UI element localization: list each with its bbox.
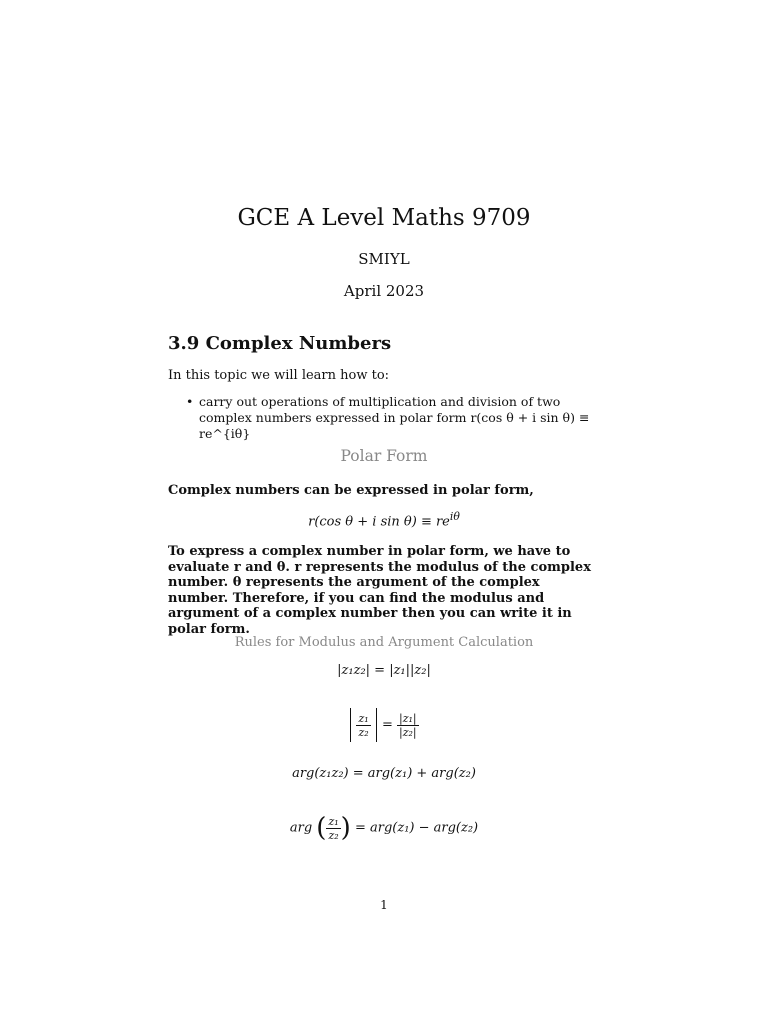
argument-product-rule: arg(z₁z₂) = arg(z₁) + arg(z₂) [292, 766, 476, 781]
fraction-numerator: z₁ [358, 711, 369, 725]
fraction-denominator: |z₂| [399, 725, 417, 739]
polar-equation-exponent: iθ [449, 510, 460, 523]
polar-form-paragraph: To express a complex number in polar form, we have to evaluate r and θ. r represents the modulus of the complex number. θ represents the argument of the complex number. Therefore, if you can find the modulus and argument of a complex number then you can write it in polar form. [168, 544, 591, 637]
rules-heading: Rules for Modulus and Argument Calculation [234, 635, 534, 650]
fraction-numerator: |z₁| [399, 711, 417, 725]
arg-prefix: arg [289, 820, 313, 836]
arg-rhs: = arg(z₁) − arg(z₂) [354, 820, 479, 836]
quotient-fraction-right [397, 712, 419, 739]
quotient-fraction-left [356, 712, 370, 739]
abs-bar-left [350, 708, 351, 742]
page-number: 1 [380, 898, 388, 912]
modulus-product-rule: |z₁z₂| = |z₁||z₂| [337, 663, 431, 678]
abs-bar-right [376, 708, 377, 742]
section-heading: 3.9 Complex Numbers [168, 333, 392, 354]
polar-form-heading: Polar Form [340, 447, 428, 465]
objective-text: carry out operations of multiplication and division of two complex numbers expressed in polar form r(cos θ + i sin θ) ≡ re^{iθ} [199, 394, 590, 441]
polar-equation-body: r(cos θ + i sin θ) ≡ re [308, 514, 450, 530]
polar-form-lead: Complex numbers can be expressed in polar form, [168, 483, 534, 498]
fraction-numerator: z₁ [328, 814, 339, 828]
argument-fraction [326, 815, 340, 842]
modulus-quotient-rule: $\frac{\text{z₁}}{\text{z₂}}$ = $\frac{\text{|z₁|}}{\text{|z₂|}}$ [0, 708, 768, 742]
argument-quotient-rule: arg ( $\frac{\text{z₁}}{\text{z₂}}$ ) = arg(z₁) − arg(z₂) [289, 813, 479, 843]
fraction-denominator: z₂ [328, 828, 339, 842]
document-title: GCE A Level Maths 9709 [237, 205, 531, 231]
fraction-denominator: z₂ [358, 725, 369, 739]
intro-text: In this topic we will learn how to: [168, 368, 390, 383]
objective-list-item [186, 394, 606, 442]
document-author: SMIYL [358, 250, 410, 268]
polar-form-equation [0, 510, 768, 529]
bullet-icon: • [186, 394, 194, 409]
document-date: April 2023 [343, 282, 425, 300]
